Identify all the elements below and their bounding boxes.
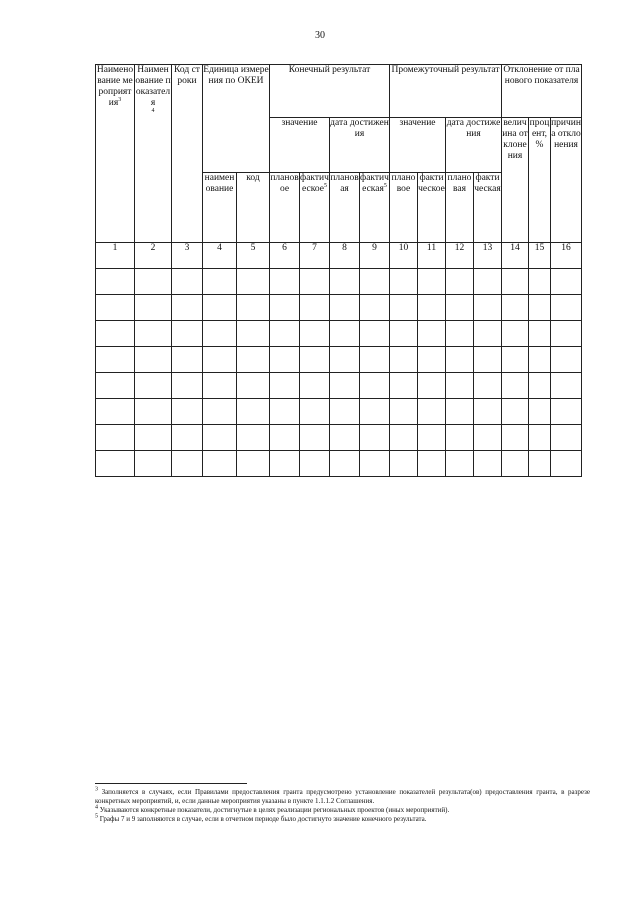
empty-cell [135,347,172,373]
empty-cell [270,373,300,399]
empty-cell [418,451,446,477]
empty-cell [551,451,582,477]
table-row [96,425,582,451]
header-interim-value-planned: плановое [390,173,418,243]
empty-cell [446,451,474,477]
empty-cell [446,295,474,321]
empty-cell [172,373,203,399]
footnote-divider [95,783,247,784]
empty-cell [172,451,203,477]
empty-cell [502,399,529,425]
footnotes [95,788,590,824]
empty-cell [203,321,237,347]
empty-cell [270,269,300,295]
empty-cell [270,451,300,477]
empty-cell [551,399,582,425]
empty-cell [135,321,172,347]
empty-cell [300,399,330,425]
column-number: 10 [390,243,418,269]
empty-cell [330,373,360,399]
empty-cell [203,399,237,425]
column-number: 9 [360,243,390,269]
empty-cell [360,347,390,373]
header-final-result: Конечный результат [270,65,390,118]
empty-cell [330,399,360,425]
footnote-5: $^5$ Графы 7 и 9 заполняются в случае, если в отчетном периоде было достигнуто значение конечного результата. [95,813,427,823]
empty-cell [418,399,446,425]
empty-cell [502,425,529,451]
empty-cell [203,451,237,477]
empty-cell [270,321,300,347]
empty-cell [551,373,582,399]
empty-cell [446,269,474,295]
empty-cell [172,425,203,451]
empty-cell [418,373,446,399]
column-number: 14 [502,243,529,269]
column-number: 16 [551,243,582,269]
column-number: 4 [203,243,237,269]
header-deviation: Отклонение от планового показателя [502,65,582,118]
empty-cell [390,347,418,373]
empty-cell [135,399,172,425]
column-number: 15 [529,243,551,269]
header-final-date-planned: плановая [330,173,360,243]
empty-cell [360,425,390,451]
empty-cell [172,269,203,295]
empty-cell [474,347,502,373]
empty-cell [96,451,135,477]
empty-cell [270,347,300,373]
column-number: 5 [237,243,270,269]
empty-cell [237,425,270,451]
empty-cell [474,321,502,347]
empty-cell [237,269,270,295]
header-unit-code: код [237,173,270,243]
empty-cell [551,269,582,295]
column-number: 11 [418,243,446,269]
header-okei-unit: Единица измерения по ОКЕИ [203,65,270,173]
header-interim-value: значение [390,118,446,173]
empty-cell [270,425,300,451]
empty-cell [446,321,474,347]
empty-cell [300,425,330,451]
empty-cell [529,295,551,321]
table-row [96,399,582,425]
empty-cell [502,321,529,347]
empty-cell [96,399,135,425]
header-unit-name: наименование [203,173,237,243]
empty-cell [135,269,172,295]
header-interim-date: дата достижения [446,118,502,173]
empty-cell [270,399,300,425]
empty-cell [529,269,551,295]
header-deviation-reason: причина отклонения [551,118,582,243]
empty-cell [330,295,360,321]
empty-cell [529,321,551,347]
empty-cell [474,399,502,425]
header-interim-result: Промежуточный результат [390,65,502,118]
column-number: 13 [474,243,502,269]
empty-cell [418,295,446,321]
empty-cell [360,321,390,347]
empty-cell [135,295,172,321]
empty-cell [96,425,135,451]
empty-cell [172,321,203,347]
empty-cell [502,295,529,321]
empty-cell [418,425,446,451]
empty-cell [446,347,474,373]
empty-cell [330,321,360,347]
empty-cell [96,269,135,295]
empty-cell [390,399,418,425]
empty-cell [300,451,330,477]
empty-cell [529,373,551,399]
report-table [95,64,582,477]
empty-cell [203,269,237,295]
empty-cell [203,425,237,451]
header-deviation-magnitude: величина отклонения [502,118,529,243]
empty-cell [96,347,135,373]
empty-cell [390,321,418,347]
empty-cell [172,347,203,373]
header-interim-value-actual: фактическое [418,173,446,243]
empty-cell [390,269,418,295]
empty-cell [237,347,270,373]
empty-cell [300,321,330,347]
empty-cell [502,451,529,477]
empty-cell [390,295,418,321]
header-indicator-name: Наименование показателя $^4$ [135,65,172,243]
table-row [96,321,582,347]
empty-cell [135,451,172,477]
header-interim-date-actual: фактическая [474,173,502,243]
empty-cell [300,373,330,399]
empty-cell [135,425,172,451]
header-final-value-actual: фактическое$^5$ [300,173,330,243]
column-number: 2 [135,243,172,269]
empty-cell [390,425,418,451]
empty-cell [529,451,551,477]
column-number: 7 [300,243,330,269]
empty-cell [418,321,446,347]
empty-cell [96,295,135,321]
empty-cell [474,373,502,399]
empty-cell [360,399,390,425]
empty-cell [96,373,135,399]
empty-cell [529,399,551,425]
empty-cell [551,321,582,347]
empty-cell [330,425,360,451]
header-row-code: Код строки [172,65,203,243]
empty-cell [237,451,270,477]
empty-cell [390,451,418,477]
empty-cell [418,347,446,373]
header-final-value-planned: плановое [270,173,300,243]
table-row [96,347,582,373]
header-interim-date-planned: плановая [446,173,474,243]
empty-cell [300,347,330,373]
empty-cell [360,373,390,399]
empty-cell [270,295,300,321]
table-row [96,451,582,477]
empty-cell [551,295,582,321]
empty-cell [330,347,360,373]
empty-cell [237,321,270,347]
empty-cell [203,347,237,373]
header-event-name: Наименование мероприятия$^3$ [96,65,135,243]
empty-cell [446,373,474,399]
empty-cell [446,425,474,451]
empty-cell [330,269,360,295]
header-deviation-percent: процент, % [529,118,551,243]
empty-cell [330,451,360,477]
empty-cell [237,373,270,399]
empty-cell [203,373,237,399]
empty-cell [360,451,390,477]
empty-rows [96,269,582,477]
empty-cell [360,295,390,321]
empty-cell [237,399,270,425]
empty-cell [474,269,502,295]
empty-cell [551,347,582,373]
column-number: 12 [446,243,474,269]
empty-cell [300,295,330,321]
empty-cell [135,373,172,399]
empty-cell [474,451,502,477]
footnote-3: $^3$ Заполняется в случаях, если Правилами предоставления гранта предусмотрено установление показателей результата(ов) предоставления гранта, в разрезе конкретных мероприятий, и, если данные мероприятия указаны в пункте 1.1.1.2 Соглашения. [95,786,590,805]
empty-cell [300,269,330,295]
table-row [96,295,582,321]
table-row [96,269,582,295]
page-number: 30 [315,30,325,41]
empty-cell [172,399,203,425]
empty-cell [172,295,203,321]
empty-cell [418,269,446,295]
header-final-value: значение [270,118,330,173]
empty-cell [502,373,529,399]
header-final-date-actual: фактическая$^5$ [360,173,390,243]
empty-cell [237,295,270,321]
empty-cell [502,269,529,295]
empty-cell [203,295,237,321]
column-number: 8 [330,243,360,269]
empty-cell [474,425,502,451]
empty-cell [474,295,502,321]
empty-cell [390,373,418,399]
column-number: 1 [96,243,135,269]
column-number-row [96,243,582,269]
empty-cell [360,269,390,295]
empty-cell [446,399,474,425]
empty-cell [502,347,529,373]
table-row [96,373,582,399]
header-final-date: дата достижения [330,118,390,173]
empty-cell [529,425,551,451]
column-number: 3 [172,243,203,269]
footnote-4: $^4$ Указываются конкретные показатели, достигнутые в целях реализации региональных проектов (иных мероприятий). [95,804,450,814]
empty-cell [529,347,551,373]
empty-cell [551,425,582,451]
column-number: 6 [270,243,300,269]
empty-cell [96,321,135,347]
